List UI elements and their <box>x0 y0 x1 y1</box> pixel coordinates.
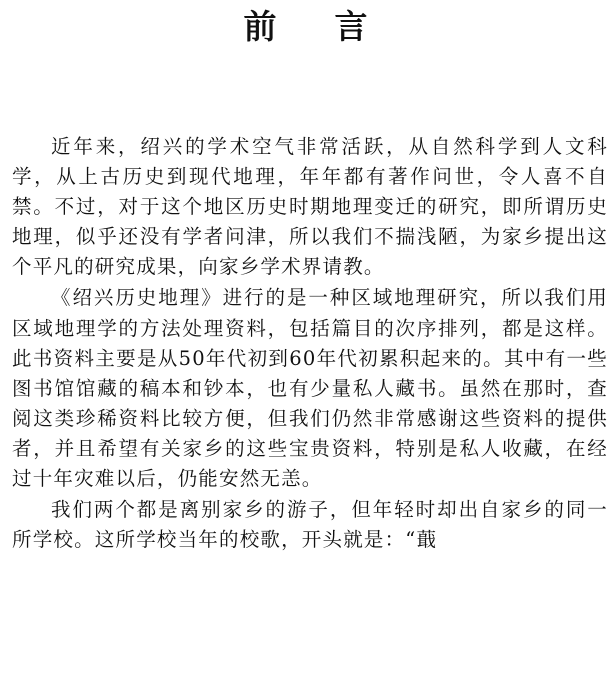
page-title: 前言 <box>243 7 426 46</box>
paragraph-2: 《绍兴历史地理》进行的是一种区域地理研究，所以我们用区域地理学的方法处理资料，包括篇目的次序排列，都是这样。此书资料主要是从50年代初到60年代初累积起来的。其中有一些图书馆馆藏的稿本和钞本，也有少量私人藏书。虽然在那时，查阅这类珍稀资料比较方便，但我们仍然非常感谢这些资料的提供者，并且希望有关家乡的这些宝贵资料，特别是私人收藏，在经过十年灾难以后，仍能安然无恙。 <box>12 286 608 491</box>
paragraph-1: 近年来，绍兴的学术空气非常活跃，从自然科学到人文科学，从上古历史到现代地理，年年都有著作问世，令人喜不自禁。不过，对于这个地区历史时期地理变迁的研究，即所谓历史地理，似乎还没有学者问津，所以我们不揣浅陋，为家乡提出这个平凡的研究成果，向家乡学术界请教。 <box>12 135 608 279</box>
preface-body <box>12 132 608 555</box>
paragraph-3: 我们两个都是离别家乡的游子，但年轻时却出自家乡的同一所学校。这所学校当年的校歌，开头就是：“蕺 <box>12 498 608 552</box>
